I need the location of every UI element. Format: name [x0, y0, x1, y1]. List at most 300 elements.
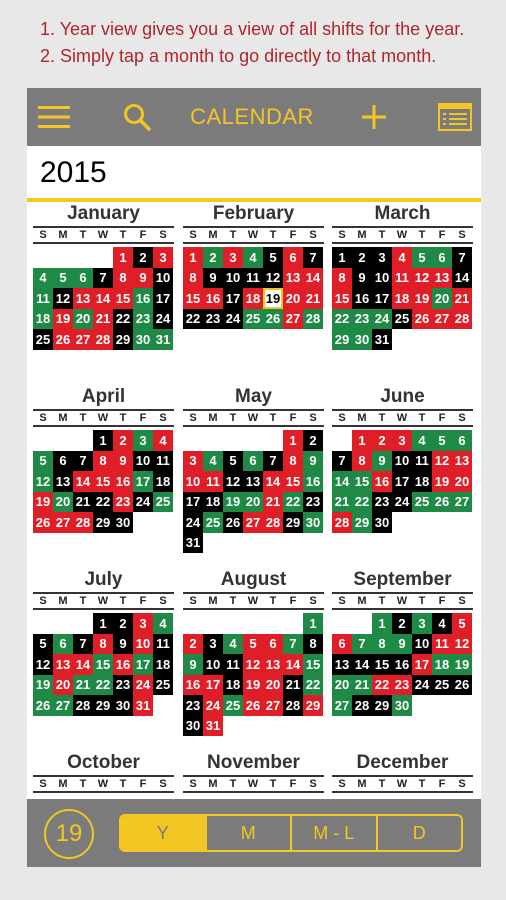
- day-cell[interactable]: 6: [432, 247, 452, 268]
- day-cell[interactable]: 9: [113, 634, 133, 655]
- day-cell[interactable]: 14: [352, 654, 372, 675]
- day-cell[interactable]: 11: [412, 451, 432, 472]
- day-cell[interactable]: 13: [243, 471, 263, 492]
- day-cell[interactable]: 11: [203, 471, 223, 492]
- day-cell[interactable]: 30: [113, 512, 133, 533]
- day-cell[interactable]: 19: [223, 492, 243, 513]
- day-cell[interactable]: 23: [133, 309, 153, 330]
- view-option-m-l[interactable]: M - L: [290, 816, 376, 850]
- day-cell[interactable]: 22: [113, 309, 133, 330]
- day-cell[interactable]: 26: [53, 329, 73, 350]
- day-cell[interactable]: 2: [203, 247, 223, 268]
- day-cell[interactable]: 4: [223, 634, 243, 655]
- day-cell[interactable]: 6: [53, 451, 73, 472]
- day-cell[interactable]: 12: [223, 471, 243, 492]
- day-cell[interactable]: 1: [303, 613, 323, 634]
- day-cell[interactable]: 16: [303, 471, 323, 492]
- day-cell[interactable]: 15: [303, 654, 323, 675]
- day-cell[interactable]: 5: [452, 613, 472, 634]
- day-cell[interactable]: 14: [452, 268, 472, 289]
- day-cell[interactable]: 14: [332, 471, 352, 492]
- day-cell[interactable]: 2: [303, 430, 323, 451]
- day-cell[interactable]: 26: [33, 512, 53, 533]
- month-august[interactable]: [183, 568, 324, 736]
- month-february[interactable]: [183, 202, 324, 329]
- day-cell[interactable]: 5: [412, 247, 432, 268]
- day-cell[interactable]: 25: [33, 329, 53, 350]
- day-cell[interactable]: 18: [223, 675, 243, 696]
- day-cell[interactable]: 19: [412, 288, 432, 309]
- day-cell[interactable]: 11: [223, 654, 243, 675]
- day-cell[interactable]: 27: [53, 695, 73, 716]
- day-cell[interactable]: 17: [372, 288, 392, 309]
- day-cell[interactable]: 7: [283, 634, 303, 655]
- day-cell[interactable]: 14: [73, 654, 93, 675]
- day-cell[interactable]: 28: [93, 329, 113, 350]
- day-cell[interactable]: 23: [183, 695, 203, 716]
- day-cell[interactable]: 29: [352, 512, 372, 533]
- day-cell[interactable]: 2: [392, 613, 412, 634]
- day-cell[interactable]: 23: [392, 675, 412, 696]
- day-cell[interactable]: 26: [33, 695, 53, 716]
- day-cell[interactable]: 12: [33, 471, 53, 492]
- day-cell[interactable]: 28: [73, 512, 93, 533]
- day-cell[interactable]: 24: [133, 492, 153, 513]
- day-cell[interactable]: 4: [153, 613, 173, 634]
- day-cell[interactable]: 10: [392, 451, 412, 472]
- day-cell[interactable]: 22: [93, 492, 113, 513]
- day-cell[interactable]: 17: [223, 288, 243, 309]
- day-cell[interactable]: 16: [392, 654, 412, 675]
- day-cell[interactable]: 14: [73, 471, 93, 492]
- day-cell[interactable]: 6: [243, 451, 263, 472]
- day-cell[interactable]: 15: [183, 288, 203, 309]
- day-cell[interactable]: 20: [283, 288, 303, 309]
- day-cell[interactable]: 12: [412, 268, 432, 289]
- day-cell[interactable]: 16: [183, 675, 203, 696]
- day-cell[interactable]: 8: [93, 451, 113, 472]
- day-cell[interactable]: 6: [332, 634, 352, 655]
- day-cell[interactable]: 18: [392, 288, 412, 309]
- day-cell[interactable]: 8: [113, 268, 133, 289]
- day-cell[interactable]: 1: [352, 430, 372, 451]
- day-cell[interactable]: 16: [372, 471, 392, 492]
- day-cell[interactable]: 24: [133, 675, 153, 696]
- day-cell[interactable]: 30: [183, 716, 203, 737]
- day-cell[interactable]: 15: [93, 654, 113, 675]
- day-cell[interactable]: 7: [73, 451, 93, 472]
- weekday-header: [33, 775, 174, 793]
- day-cell[interactable]: 5: [243, 634, 263, 655]
- day-cell[interactable]: 22: [372, 675, 392, 696]
- day-cell[interactable]: 9: [372, 451, 392, 472]
- day-cell[interactable]: 27: [243, 512, 263, 533]
- day-cell[interactable]: 28: [452, 309, 472, 330]
- day-cell[interactable]: 31: [203, 716, 223, 737]
- day-cell[interactable]: 26: [412, 309, 432, 330]
- month-march[interactable]: [332, 202, 473, 350]
- day-cell[interactable]: 15: [332, 288, 352, 309]
- day-cell[interactable]: 10: [223, 268, 243, 289]
- day-cell[interactable]: 17: [133, 654, 153, 675]
- day-cell[interactable]: 26: [223, 512, 243, 533]
- day-cell[interactable]: 31: [153, 329, 173, 350]
- day-cell[interactable]: 20: [53, 492, 73, 513]
- day-cell[interactable]: 1: [372, 613, 392, 634]
- day-cell[interactable]: 5: [223, 451, 243, 472]
- day-cell[interactable]: 16: [113, 471, 133, 492]
- day-cell[interactable]: 21: [73, 492, 93, 513]
- day-cell[interactable]: 24: [392, 492, 412, 513]
- day-cell[interactable]: 25: [203, 512, 223, 533]
- day-cell[interactable]: 22: [352, 492, 372, 513]
- day-cell[interactable]: 29: [283, 512, 303, 533]
- day-cell[interactable]: 18: [153, 471, 173, 492]
- weekday-label: T: [418, 778, 426, 790]
- day-cell[interactable]: 11: [392, 268, 412, 289]
- day-cell[interactable]: 23: [303, 492, 323, 513]
- day-cell[interactable]: 24: [412, 675, 432, 696]
- day-cell[interactable]: 25: [412, 492, 432, 513]
- day-cell[interactable]: 21: [73, 675, 93, 696]
- day-cell[interactable]: 20: [73, 309, 93, 330]
- day-cell[interactable]: 10: [183, 471, 203, 492]
- day-cell[interactable]: 4: [33, 268, 53, 289]
- day-cell[interactable]: 19: [452, 654, 472, 675]
- day-cell[interactable]: 22: [283, 492, 303, 513]
- day-cell[interactable]: 2: [133, 247, 153, 268]
- day-cell[interactable]: 7: [303, 247, 323, 268]
- day-cell[interactable]: 14: [263, 471, 283, 492]
- day-cell[interactable]: 19: [33, 492, 53, 513]
- day-cell[interactable]: 9: [203, 268, 223, 289]
- day-cell[interactable]: 9: [303, 451, 323, 472]
- day-cell[interactable]: 3: [412, 613, 432, 634]
- view-option-m[interactable]: M: [205, 816, 291, 850]
- day-cell[interactable]: 6: [263, 634, 283, 655]
- month-september[interactable]: [332, 568, 473, 716]
- day-cell[interactable]: 14: [283, 654, 303, 675]
- day-cell[interactable]: 4: [412, 430, 432, 451]
- day-cell[interactable]: 5: [33, 451, 53, 472]
- day-cell[interactable]: 21: [283, 675, 303, 696]
- day-cell[interactable]: 7: [452, 247, 472, 268]
- day-cell[interactable]: 23: [372, 492, 392, 513]
- weekday-label: S: [159, 229, 167, 241]
- day-cell[interactable]: 5: [263, 247, 283, 268]
- day-cell[interactable]: 24: [372, 309, 392, 330]
- day-cell[interactable]: 27: [332, 695, 352, 716]
- day-cell[interactable]: 15: [283, 471, 303, 492]
- day-cell[interactable]: 30: [392, 695, 412, 716]
- day-cell[interactable]: 3: [392, 430, 412, 451]
- day-cell[interactable]: 12: [243, 654, 263, 675]
- day-cell[interactable]: 22: [183, 309, 203, 330]
- day-cell[interactable]: 20: [432, 288, 452, 309]
- day-cell[interactable]: 31: [133, 695, 153, 716]
- day-cell[interactable]: 25: [153, 492, 173, 513]
- day-cell[interactable]: 23: [203, 309, 223, 330]
- day-cell[interactable]: 13: [283, 268, 303, 289]
- day-cell[interactable]: 9: [183, 654, 203, 675]
- day-cell[interactable]: 11: [153, 451, 173, 472]
- day-cell[interactable]: 23: [352, 309, 372, 330]
- day-cell[interactable]: 13: [263, 654, 283, 675]
- day-cell[interactable]: 28: [303, 309, 323, 330]
- day-cell[interactable]: 2: [113, 430, 133, 451]
- day-cell[interactable]: 18: [153, 654, 173, 675]
- day-cell[interactable]: 11: [153, 634, 173, 655]
- day-cell[interactable]: 3: [223, 247, 243, 268]
- day-cell[interactable]: 23: [113, 492, 133, 513]
- day-cell[interactable]: 20: [452, 471, 472, 492]
- day-cell[interactable]: 12: [53, 288, 73, 309]
- day-cell[interactable]: 27: [53, 512, 73, 533]
- day-cell[interactable]: 21: [452, 288, 472, 309]
- month-december[interactable]: [332, 751, 473, 793]
- day-cell[interactable]: 10: [372, 268, 392, 289]
- day-cell[interactable]: 21: [263, 492, 283, 513]
- day-cell[interactable]: 23: [113, 675, 133, 696]
- day-cell[interactable]: 12: [33, 654, 53, 675]
- day-cell[interactable]: 3: [133, 613, 153, 634]
- day-cell[interactable]: 30: [303, 512, 323, 533]
- day-cell[interactable]: 21: [332, 492, 352, 513]
- day-cell[interactable]: 15: [93, 471, 113, 492]
- day-cell[interactable]: 10: [133, 451, 153, 472]
- day-cell[interactable]: 7: [73, 634, 93, 655]
- day-cell[interactable]: 4: [153, 430, 173, 451]
- day-cell[interactable]: 10: [153, 268, 173, 289]
- day-cell[interactable]: 8: [93, 634, 113, 655]
- today-day-cell[interactable]: 19: [263, 288, 283, 309]
- day-cell[interactable]: 3: [183, 451, 203, 472]
- day-cell[interactable]: 4: [392, 247, 412, 268]
- day-cell[interactable]: 18: [432, 654, 452, 675]
- day-cell[interactable]: 8: [352, 451, 372, 472]
- day-cell[interactable]: 26: [452, 675, 472, 696]
- day-cell[interactable]: 15: [352, 471, 372, 492]
- day-cell[interactable]: 15: [113, 288, 133, 309]
- day-cell[interactable]: 28: [352, 695, 372, 716]
- day-cell[interactable]: 22: [332, 309, 352, 330]
- day-cell[interactable]: 2: [372, 430, 392, 451]
- weekday-label: S: [458, 595, 466, 607]
- day-cell[interactable]: 17: [412, 654, 432, 675]
- day-cell[interactable]: 14: [93, 288, 113, 309]
- add-icon[interactable]: [361, 88, 387, 146]
- day-cell[interactable]: 3: [203, 634, 223, 655]
- day-cell[interactable]: 5: [432, 430, 452, 451]
- day-cell[interactable]: 13: [53, 654, 73, 675]
- day-cell[interactable]: 2: [352, 247, 372, 268]
- month-june[interactable]: [332, 385, 473, 533]
- day-cell[interactable]: 30: [352, 329, 372, 350]
- today-button[interactable]: 19: [44, 809, 94, 859]
- day-cell[interactable]: 11: [243, 268, 263, 289]
- day-cell[interactable]: 20: [332, 675, 352, 696]
- day-cell[interactable]: 21: [352, 675, 372, 696]
- day-cell[interactable]: 27: [73, 329, 93, 350]
- day-cell[interactable]: 27: [432, 309, 452, 330]
- day-cell[interactable]: 24: [223, 309, 243, 330]
- view-option-y[interactable]: Y: [121, 816, 205, 850]
- day-cell[interactable]: 7: [332, 451, 352, 472]
- day-cell[interactable]: 6: [283, 247, 303, 268]
- day-cell[interactable]: 16: [133, 288, 153, 309]
- day-cell[interactable]: 9: [352, 268, 372, 289]
- day-cell[interactable]: 25: [392, 309, 412, 330]
- day-cell[interactable]: 16: [203, 288, 223, 309]
- day-cell[interactable]: 26: [432, 492, 452, 513]
- day-cell[interactable]: 28: [263, 512, 283, 533]
- day-cell[interactable]: 7: [352, 634, 372, 655]
- day-cell[interactable]: 4: [243, 247, 263, 268]
- day-cell[interactable]: 1: [332, 247, 352, 268]
- day-cell[interactable]: 20: [263, 675, 283, 696]
- day-cell[interactable]: 28: [73, 695, 93, 716]
- day-cell[interactable]: 19: [53, 309, 73, 330]
- day-cell[interactable]: 29: [93, 695, 113, 716]
- day-cell[interactable]: 10: [203, 654, 223, 675]
- day-cell[interactable]: 19: [432, 471, 452, 492]
- day-cell[interactable]: 4: [203, 451, 223, 472]
- day-cell[interactable]: 10: [133, 634, 153, 655]
- day-cell[interactable]: 20: [53, 675, 73, 696]
- day-cell[interactable]: 5: [33, 634, 53, 655]
- day-cell[interactable]: 30: [133, 329, 153, 350]
- day-cell[interactable]: 12: [432, 451, 452, 472]
- month-january[interactable]: [33, 202, 174, 350]
- day-cell[interactable]: 1: [113, 247, 133, 268]
- day-cell[interactable]: 25: [223, 695, 243, 716]
- day-cell[interactable]: 29: [372, 695, 392, 716]
- day-cell[interactable]: 10: [412, 634, 432, 655]
- day-cell[interactable]: 3: [153, 247, 173, 268]
- day-cell[interactable]: 31: [183, 533, 203, 554]
- day-cell[interactable]: 22: [303, 675, 323, 696]
- day-cell[interactable]: 4: [432, 613, 452, 634]
- day-cell[interactable]: 8: [183, 268, 203, 289]
- day-cell[interactable]: 21: [93, 309, 113, 330]
- day-cell[interactable]: 1: [93, 430, 113, 451]
- day-cell[interactable]: 12: [452, 634, 472, 655]
- menu-icon[interactable]: [37, 88, 71, 146]
- day-cell[interactable]: 24: [203, 695, 223, 716]
- day-cell[interactable]: 1: [283, 430, 303, 451]
- empty-cell: [33, 613, 53, 634]
- month-october[interactable]: [33, 751, 174, 793]
- day-cell[interactable]: 18: [203, 492, 223, 513]
- weekday-label: F: [289, 229, 297, 241]
- day-cell[interactable]: 30: [372, 512, 392, 533]
- day-cell[interactable]: 19: [33, 675, 53, 696]
- month-may[interactable]: [183, 385, 324, 553]
- day-cell[interactable]: 27: [283, 309, 303, 330]
- day-cell[interactable]: 17: [203, 675, 223, 696]
- day-cell[interactable]: 9: [133, 268, 153, 289]
- day-cell[interactable]: 26: [243, 695, 263, 716]
- day-cell[interactable]: 16: [113, 654, 133, 675]
- day-cell[interactable]: 22: [93, 675, 113, 696]
- day-cell[interactable]: 11: [432, 634, 452, 655]
- day-cell[interactable]: 12: [263, 268, 283, 289]
- day-cell[interactable]: 15: [372, 654, 392, 675]
- day-cell[interactable]: 13: [452, 451, 472, 472]
- day-cell[interactable]: 24: [183, 512, 203, 533]
- day-cell[interactable]: 9: [113, 451, 133, 472]
- day-cell[interactable]: 26: [263, 309, 283, 330]
- day-cell[interactable]: 18: [243, 288, 263, 309]
- day-cell[interactable]: 11: [33, 288, 53, 309]
- day-cell[interactable]: 6: [73, 268, 93, 289]
- month-july[interactable]: [33, 568, 174, 716]
- day-cell[interactable]: 2: [113, 613, 133, 634]
- day-cell[interactable]: 29: [113, 329, 133, 350]
- day-cell[interactable]: 25: [153, 675, 173, 696]
- day-cell[interactable]: 7: [93, 268, 113, 289]
- day-cell[interactable]: 8: [283, 451, 303, 472]
- day-cell[interactable]: 29: [303, 695, 323, 716]
- day-cell[interactable]: 29: [332, 329, 352, 350]
- day-cell[interactable]: 3: [372, 247, 392, 268]
- day-cell[interactable]: 17: [392, 471, 412, 492]
- day-cell[interactable]: 6: [53, 634, 73, 655]
- day-cell[interactable]: 7: [263, 451, 283, 472]
- month-november[interactable]: [183, 751, 324, 793]
- day-cell[interactable]: 29: [93, 512, 113, 533]
- day-cell[interactable]: 24: [153, 309, 173, 330]
- day-cell[interactable]: 21: [303, 288, 323, 309]
- day-cell[interactable]: 8: [332, 268, 352, 289]
- day-cell[interactable]: 1: [93, 613, 113, 634]
- day-cell[interactable]: 6: [452, 430, 472, 451]
- day-cell[interactable]: 20: [243, 492, 263, 513]
- list-view-icon[interactable]: [437, 88, 473, 146]
- day-cell[interactable]: 18: [33, 309, 53, 330]
- day-cell[interactable]: 25: [432, 675, 452, 696]
- day-cell[interactable]: 27: [452, 492, 472, 513]
- day-cell[interactable]: 27: [263, 695, 283, 716]
- day-cell[interactable]: 28: [332, 512, 352, 533]
- day-cell[interactable]: 9: [392, 634, 412, 655]
- day-cell[interactable]: 19: [243, 675, 263, 696]
- month-april[interactable]: [33, 385, 174, 533]
- day-cell[interactable]: 17: [153, 288, 173, 309]
- day-cell[interactable]: 17: [133, 471, 153, 492]
- day-cell[interactable]: 30: [113, 695, 133, 716]
- day-cell[interactable]: 1: [183, 247, 203, 268]
- day-cell[interactable]: 14: [303, 268, 323, 289]
- day-cell[interactable]: 16: [352, 288, 372, 309]
- day-cell[interactable]: 13: [432, 268, 452, 289]
- day-cell[interactable]: 13: [73, 288, 93, 309]
- day-cell[interactable]: 17: [183, 492, 203, 513]
- day-cell[interactable]: 13: [332, 654, 352, 675]
- day-cell[interactable]: 28: [283, 695, 303, 716]
- day-cell[interactable]: 31: [372, 329, 392, 350]
- day-cell[interactable]: 8: [372, 634, 392, 655]
- day-cell[interactable]: 13: [53, 471, 73, 492]
- search-icon[interactable]: [121, 88, 153, 146]
- day-cell[interactable]: 2: [183, 634, 203, 655]
- day-cell[interactable]: 8: [303, 634, 323, 655]
- day-cell[interactable]: 18: [412, 471, 432, 492]
- day-cell[interactable]: 3: [133, 430, 153, 451]
- view-option-d[interactable]: D: [376, 816, 462, 850]
- day-cell[interactable]: 5: [53, 268, 73, 289]
- day-cell[interactable]: 25: [243, 309, 263, 330]
